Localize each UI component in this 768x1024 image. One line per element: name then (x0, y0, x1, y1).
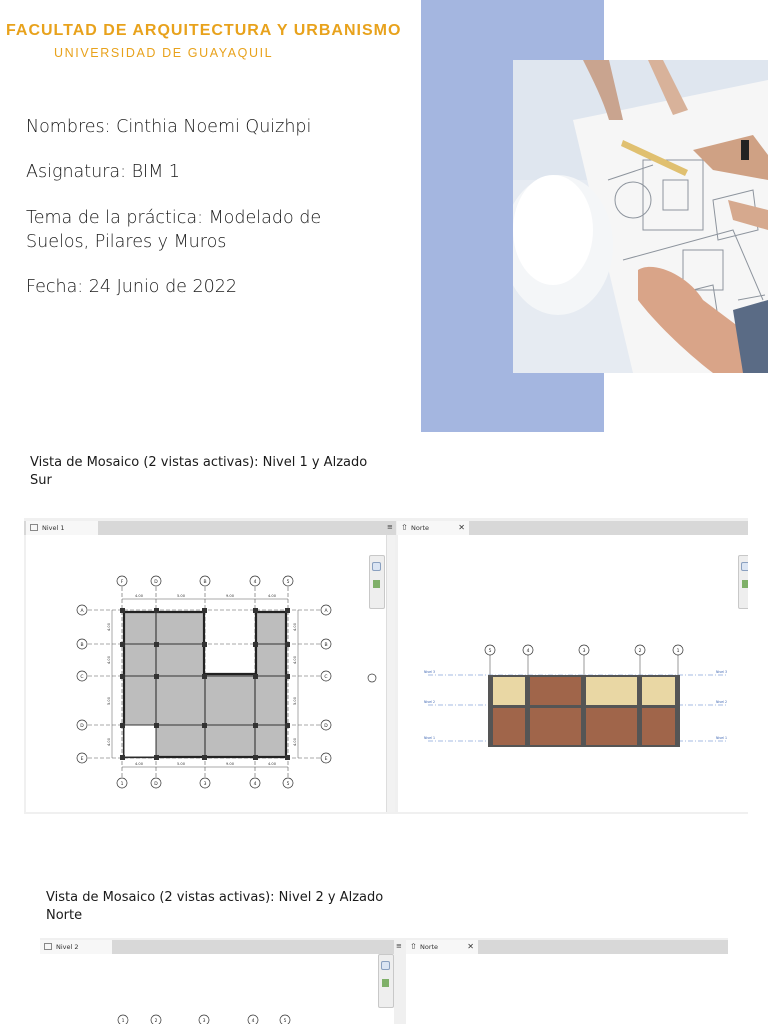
student-names: Nombres: Cinthia Noemi Quizhpi (26, 117, 312, 137)
level-label: Nivel 3 (716, 670, 728, 674)
grid-label: 3 (203, 782, 207, 787)
grid-label: B (80, 643, 84, 648)
pane-menu-icon[interactable]: ≡ (396, 942, 402, 950)
steering-wheel-icon[interactable] (381, 961, 390, 970)
grid-label: A (324, 609, 328, 614)
section1-caption-line1: Vista de Mosaico (2 vistas activas): Nivel 1 y Alzado (30, 455, 368, 470)
dim-label: 4.00 (267, 762, 277, 766)
dim-label: 5.00 (176, 762, 186, 766)
grid-label: 3 (202, 1019, 206, 1024)
grid-label: 4 (526, 649, 530, 654)
grid-label: 1 (676, 649, 680, 654)
navigation-bar[interactable] (738, 555, 748, 609)
tab-label: Norte (420, 943, 439, 951)
grid-label: 4 (253, 782, 257, 787)
grid-label: 5 (286, 782, 290, 787)
architects-blueprint-photo (513, 60, 768, 373)
grid-label: D (80, 724, 84, 729)
left-tabbar (24, 521, 396, 535)
dim-label: 4.00 (107, 622, 111, 632)
section1-mosaic-view (24, 518, 748, 814)
subject: Asignatura: BIM 1 (26, 162, 181, 182)
date: Fecha: 24 Junio de 2022 (26, 277, 238, 297)
plan-view-nivel-2[interactable] (40, 954, 394, 1024)
grid-label: 4 (251, 1019, 255, 1024)
grid-label: C (324, 675, 328, 680)
grid-label: 1 (121, 1019, 125, 1024)
dim-label: 4.00 (107, 655, 111, 665)
zoom-icon[interactable] (373, 580, 380, 588)
dim-label: 5.00 (293, 696, 297, 706)
elevation-icon: ⇧ (410, 942, 417, 951)
floor-plan-drawing (40, 954, 394, 1024)
steering-wheel-icon[interactable] (741, 562, 748, 571)
grid-label: 5 (286, 580, 290, 585)
floor-plan-icon (30, 524, 38, 531)
section1-caption-line2: Sur (30, 473, 52, 488)
grid-label: D (324, 724, 328, 729)
elevation-view-norte[interactable] (406, 954, 728, 1024)
grid-label: C (80, 675, 84, 680)
dim-label: 5.00 (107, 696, 111, 706)
navigation-bar[interactable] (369, 555, 385, 609)
elevation-drawing (398, 535, 748, 812)
tab-label: Nivel 1 (42, 524, 65, 532)
cursor-circle-icon (368, 674, 376, 682)
floor-plan-drawing (26, 535, 386, 812)
left-tabbar (40, 940, 394, 954)
close-icon[interactable]: ✕ (458, 523, 465, 532)
close-icon[interactable]: ✕ (467, 942, 474, 951)
dim-label: 4.00 (267, 594, 277, 598)
tab-label: Nivel 2 (56, 943, 79, 951)
dim-label: 4.00 (293, 655, 297, 665)
plan-view-nivel-1[interactable] (26, 535, 386, 812)
section2-mosaic-view (40, 938, 728, 1024)
grid-label: B (203, 580, 207, 585)
dim-label: 4.00 (293, 622, 297, 632)
topic-line-1: Tema de la práctica: Modelado de (26, 208, 322, 228)
tab-norte[interactable] (406, 940, 478, 954)
floor-plan-icon (44, 943, 52, 950)
grid-label: E (80, 757, 84, 762)
level-label: Nivel 3 (424, 670, 436, 674)
level-label: Nivel 1 (424, 736, 436, 740)
grid-label: B (324, 643, 328, 648)
grid-label: E (324, 757, 328, 762)
dim-label: 4.00 (107, 737, 111, 747)
section2-caption-line1: Vista de Mosaico (2 vistas activas): Nivel 2 y Alzado (46, 890, 384, 905)
zoom-icon[interactable] (742, 580, 748, 588)
grid-label: 1 (120, 782, 124, 787)
grid-label: 3 (582, 649, 586, 654)
elevation-icon: ⇧ (401, 523, 408, 532)
level-label: Nivel 2 (424, 700, 436, 704)
grid-label: 2 (638, 649, 642, 654)
dim-label: 4.00 (134, 762, 144, 766)
topic-line-2: Suelos, Pilares y Muros (26, 232, 227, 252)
dim-label: 4.00 (293, 737, 297, 747)
level-label: Nivel 2 (716, 700, 728, 704)
dim-label: 9.00 (225, 594, 235, 598)
faculty-title: FACULTAD DE ARQUITECTURA Y URBANISMO (6, 22, 402, 39)
right-tabbar (406, 940, 728, 954)
elevation-view-norte[interactable] (398, 535, 748, 812)
zoom-icon[interactable] (382, 979, 389, 987)
tab-nivel-2[interactable] (40, 940, 112, 954)
grid-label: F (120, 580, 124, 585)
dim-label: 4.00 (134, 594, 144, 598)
grid-label: D (154, 580, 158, 585)
grid-label: A (80, 609, 84, 614)
dim-label: 5.00 (176, 594, 186, 598)
pane-menu-icon[interactable]: ≡ (387, 523, 393, 531)
vertical-scrollbar[interactable] (386, 535, 395, 812)
grid-label: D (154, 782, 158, 787)
level-label: Nivel 1 (716, 736, 728, 740)
dim-label: 9.00 (225, 762, 235, 766)
grid-label: 2 (154, 1019, 158, 1024)
right-tabbar (397, 521, 748, 535)
section2-caption-line2: Norte (46, 908, 83, 923)
tab-label: Norte (411, 524, 430, 532)
steering-wheel-icon[interactable] (372, 562, 381, 571)
navigation-bar[interactable] (378, 954, 394, 1008)
university-title: UNIVERSIDAD DE GUAYAQUIL (54, 46, 274, 60)
grid-label: 4 (253, 580, 257, 585)
grid-label: 5 (283, 1019, 287, 1024)
tab-norte[interactable] (397, 521, 469, 535)
tab-nivel-1[interactable] (26, 521, 98, 535)
grid-label: 5 (488, 649, 492, 654)
